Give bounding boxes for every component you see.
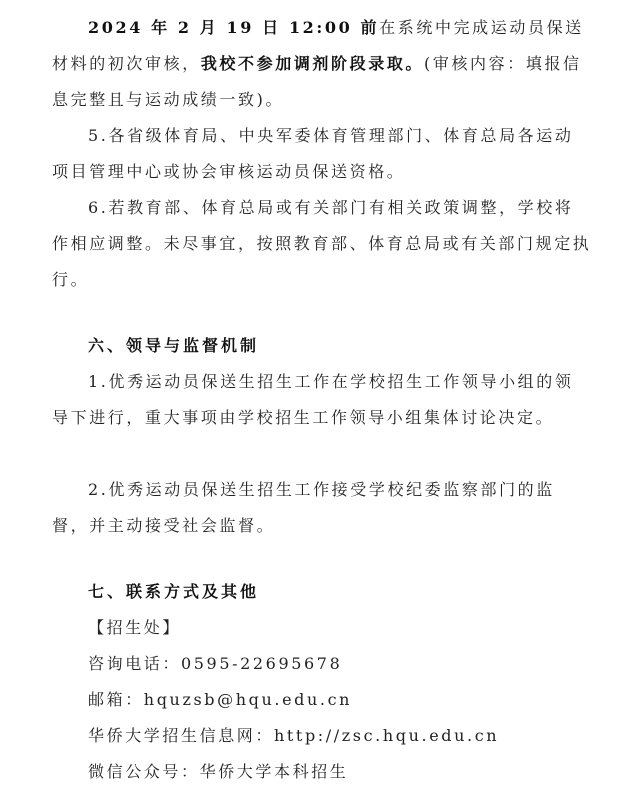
section-6-item-2-text: 2.优秀运动员保送生招生工作接受学校纪委监察部门的监督，并主动接受社会监督。 — [52, 480, 555, 535]
paragraph-section-6-item-1 — [52, 364, 592, 436]
paragraph-item-5 — [52, 118, 592, 190]
review-deadline-date: 2024 年 2 月 19 日 12:00 前 — [88, 18, 380, 37]
paragraph-item-6 — [52, 190, 592, 298]
contact-email[interactable]: 邮箱：hquzsb@hqu.edu.cn — [88, 690, 353, 709]
section-6-item-1-text: 1.优秀运动员保送生招生工作在学校招生工作领导小组的领导下进行，重大事项由学校招生工作领导小组集体讨论决定。 — [52, 372, 574, 427]
admissions-office-label: 【招生处】 — [88, 618, 182, 637]
item-5-text: 5.各省级体育局、中央军委体育管理部门、体育总局各运动项目管理中心或协会审核运动员保送资格。 — [52, 126, 574, 181]
no-adjustment-note: 我校不参加调剂阶段录取。 — [200, 54, 425, 73]
section-6-heading: 六、领导与监督机制 — [88, 336, 260, 355]
section-7-heading: 七、联系方式及其他 — [88, 582, 260, 601]
contact-phone: 咨询电话：0595-22695678 — [88, 654, 343, 673]
contact-wechat: 微信公众号：华侨大学本科招生 — [88, 762, 349, 781]
review-content-note: (审核内容：填报信息完整且与运动成绩一致)。 — [52, 54, 582, 109]
contact-website[interactable]: 华侨大学招生信息网：http://zsc.hqu.edu.cn — [88, 726, 500, 745]
review-deadline-text: 在系统中完成运动员保送材料的初次审核， — [52, 18, 584, 73]
paragraph-section-6-item-2 — [52, 472, 592, 544]
paragraph-review-deadline — [52, 10, 592, 118]
item-6-text: 6.若教育部、体育总局或有关部门有相关政策调整，学校将作相应调整。未尽事宜，按照教育部、体育总局或有关部门规定执行。 — [52, 198, 592, 289]
